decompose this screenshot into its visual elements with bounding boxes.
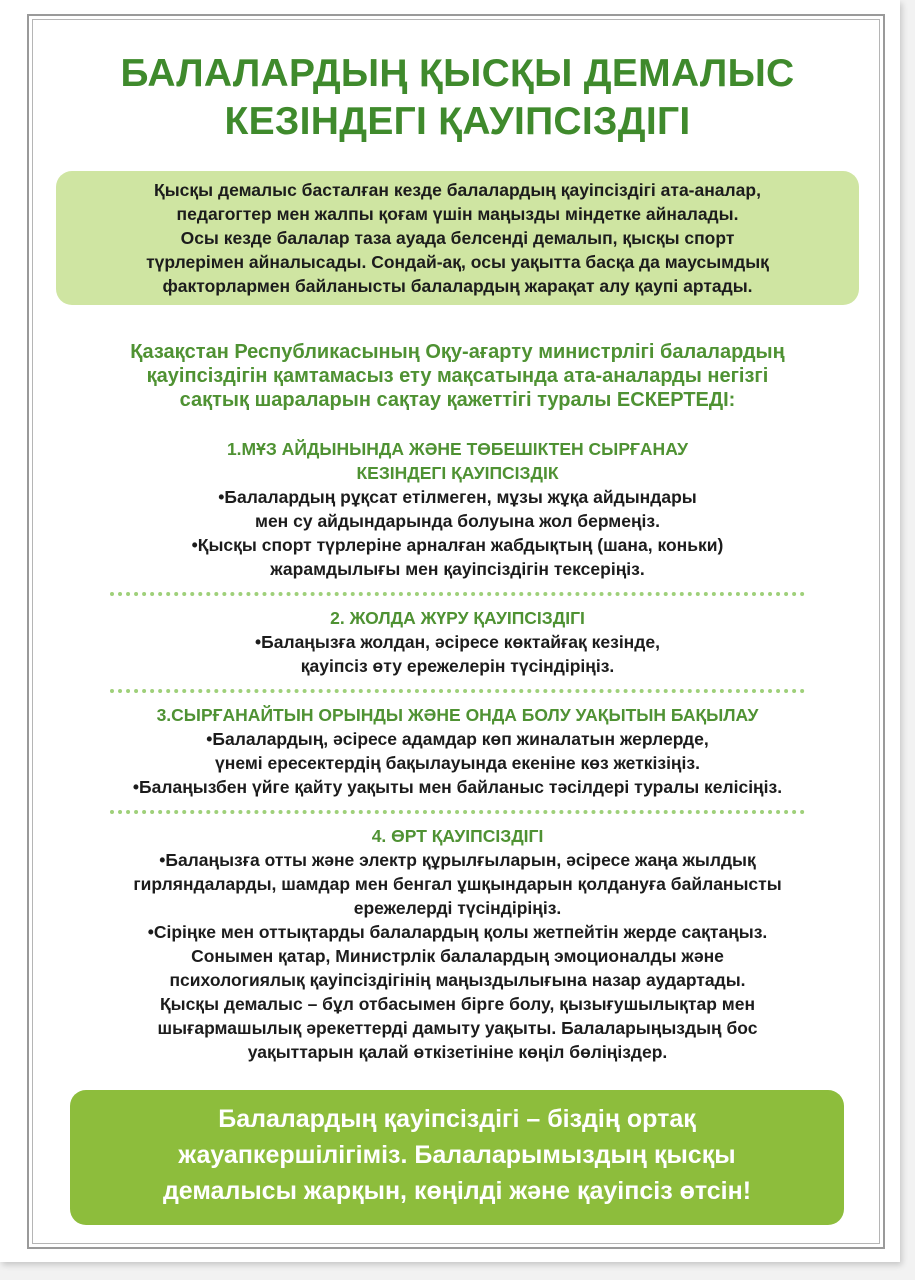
section-divider [110,810,805,814]
warning-line: Қазақстан Республикасының Оқу-ағарту министрлігі балалардың [130,341,785,363]
footer-line: жауапкершілігіміз. Балаларымыздың қысқы [178,1141,736,1169]
section-4-heading [60,824,855,848]
warning-line: қауіпсіздігін қамтамасыз ету мақсатында ата-аналарды негізгі [146,365,769,387]
section-body-line: •Балалардың рұқсат етілмеген, мұзы жұқа айдындары [218,487,697,507]
intro-box [56,171,859,305]
footer-line: демалысы жарқын, көңілді және қауіпсіз өтсін! [162,1177,752,1205]
section-1-heading [60,437,855,485]
intro-line: түрлерімен айналысады. Сондай-ақ, осы уақытта басқа да маусымдық [146,252,769,272]
section-body-line: уақыттарын қалай өткізетініне көңіл бөліңіздер. [247,1042,668,1062]
section-divider [110,689,805,693]
section-body-line: •Балалардың, әсіресе адамдар көп жиналатын жерлерде, [206,729,709,749]
section-4-body [60,848,855,1064]
title-line: БАЛАЛАРДЫҢ ҚЫСҚЫ ДЕМАЛЫС [120,52,795,95]
section-heading-line: 1.МҰЗ АЙДЫНЫНДА ЖӘНЕ ТӨБЕШІКТЕН СЫРҒАНАУ [226,439,689,459]
warning-line: сақтық шараларын сақтау қажеттігі туралы ЕСКЕРТЕДІ: [179,389,736,411]
section-body-line: •Балаңызға жолдан, әсіресе көктайғақ кезінде, [255,632,660,652]
section-body-line: мен су айдындарында болуына жол бермеңіз. [255,511,660,531]
section-heading-line: 4. ӨРТ ҚАУІПСІЗДІГІ [371,826,544,846]
footer-line: Балалардың қауіпсіздігі – біздің ортақ [218,1105,696,1133]
section-body-line: •Қысқы спорт түрлеріне арналған жабдықтың (шана, коньки) [191,535,724,555]
section-2-heading [60,606,855,630]
page-title [60,50,855,146]
section-body-line: •Балаңызға отты және электр құрылғыларын, әсіресе жаңа жылдық [159,850,756,870]
section-3-heading [60,703,855,727]
section-body-line: •Сіріңке мен оттықтарды балалардың қолы жетпейтін жерде сақтаңыз. [147,922,768,942]
section-3-body [60,727,855,799]
intro-line: факторлармен байланысты балалардың жарақат алу қаупі артады. [162,276,753,296]
section-body-line: қауіпсіз өту ережелерін түсіндіріңіз. [300,656,615,676]
intro-line: Қысқы демалыс басталған кезде балалардың қауіпсіздігі ата-аналар, [154,180,761,200]
section-body-line: жарамдылығы мен қауіпсіздігін тексеріңіз. [270,559,645,579]
section-body-line: гирляндаларды, шамдар мен бенгал ұшқындарын қолдануға байланысты [133,874,782,894]
section-body-line: психологиялық қауіпсіздігінің маңыздылығына назар аудартады. [169,970,746,990]
section-heading-line: 3.СЫРҒАНАЙТЫН ОРЫНДЫ ЖӘНЕ ОНДА БОЛУ УАҚЫТЫН БАҚЫЛАУ [156,705,759,725]
title-line: КЕЗІНДЕГІ ҚАУІПСІЗДІГІ [224,100,691,143]
footer-slogan [70,1101,844,1209]
ministry-warning [60,340,855,412]
section-heading-line: 2. ЖОЛДА ЖҮРУ ҚАУІПСІЗДІГІ [330,608,585,628]
intro-line: педагогтер мен жалпы қоғам үшін маңызды міндетке айналады. [176,204,739,224]
section-1-body [60,485,855,581]
section-body-line: Қысқы демалыс – бұл отбасымен бірге болу, қызығушылықтар мен [159,994,756,1014]
footer-slogan-box [70,1090,844,1225]
section-divider [110,592,805,596]
intro-text [56,178,859,298]
section-body-line: ережелерді түсіндіріңіз. [353,898,562,918]
section-body-line: шығармашылық әрекеттерді дамыту уақыты. Балаларыңыздың бос [157,1018,758,1038]
section-body-line: Сонымен қатар, Министрлік балалардың эмоционалды және [191,946,724,966]
intro-line: Осы кезде балалар таза ауада белсенді демалып, қысқы спорт [180,228,735,248]
section-2-body [60,630,855,678]
section-body-line: •Балаңызбен үйге қайту уақыты мен байланыс тәсілдері туралы келісіңіз. [132,777,783,797]
section-body-line: үнемі ересектердің бақылауында екеніне көз жеткізіңіз. [215,753,700,773]
section-heading-line: КЕЗІНДЕГІ ҚАУІПСІЗДІК [356,463,559,483]
